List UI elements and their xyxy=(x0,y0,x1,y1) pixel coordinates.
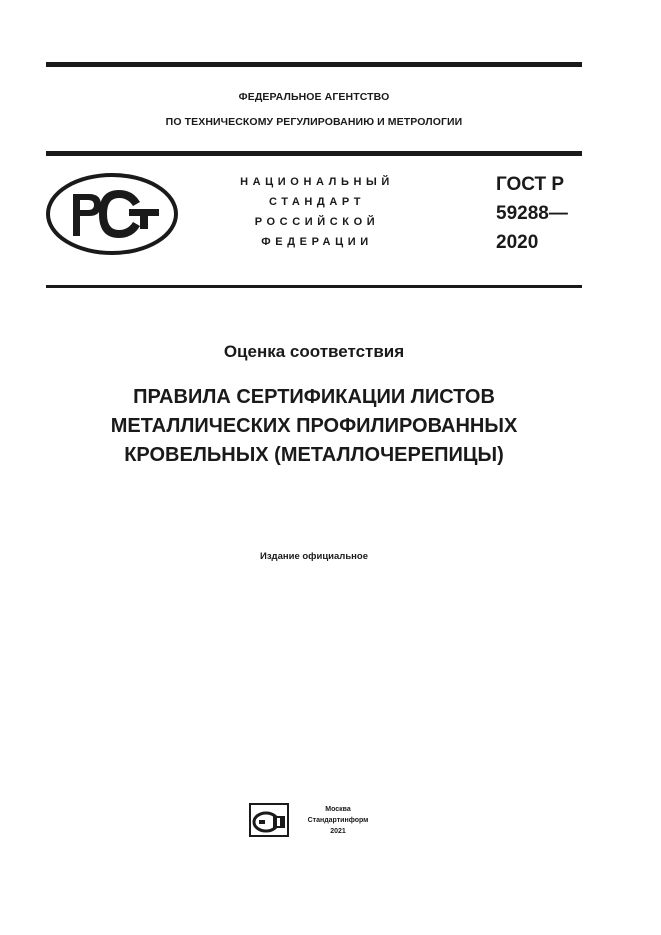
publisher-info xyxy=(298,804,378,837)
agency-name-line2: ПО ТЕХНИЧЕСКОМУ РЕГУЛИРОВАНИЮ И МЕТРОЛОГИИ xyxy=(165,116,463,128)
agency-name-line1: ФЕДЕРАЛЬНОЕ АГЕНТСТВО xyxy=(238,91,390,103)
title-line2: МЕТАЛЛИЧЕСКИХ ПРОФИЛИРОВАННЫХ xyxy=(110,415,518,437)
standard-label-line2: СТАНДАРТ xyxy=(268,196,366,208)
edition-note: Издание официальное xyxy=(260,551,368,562)
title-line3: КРОВЕЛЬНЫХ (МЕТАЛЛОЧЕРЕПИЦЫ) xyxy=(124,444,504,466)
gost-number xyxy=(496,170,568,257)
title-line1: ПРАВИЛА СЕРТИФИКАЦИИ ЛИСТОВ xyxy=(133,386,495,408)
middle-rule xyxy=(46,151,582,156)
standard-label-line4: ФЕДЕРАЦИИ xyxy=(261,236,373,248)
publisher-city: Москва xyxy=(325,806,351,813)
top-rule xyxy=(46,62,582,67)
gost-number-line1: ГОСТ Р xyxy=(496,174,565,195)
bottom-rule xyxy=(46,285,582,288)
document-subtitle: Оценка соответствия xyxy=(223,342,405,361)
rst-certification-logo-icon xyxy=(45,172,179,256)
gost-number-line3: 2020 xyxy=(496,232,539,253)
standartinform-logo-icon xyxy=(249,803,289,837)
publisher-name: Стандартинформ xyxy=(307,817,369,824)
publisher-year: 2021 xyxy=(330,828,346,835)
gost-number-line2: 59288— xyxy=(496,203,568,224)
standard-label-line3: РОССИЙСКОЙ xyxy=(254,216,380,228)
standard-label-line1: НАЦИОНАЛЬНЫЙ xyxy=(240,176,394,188)
national-standard-label xyxy=(222,172,412,252)
document-title xyxy=(46,383,582,470)
